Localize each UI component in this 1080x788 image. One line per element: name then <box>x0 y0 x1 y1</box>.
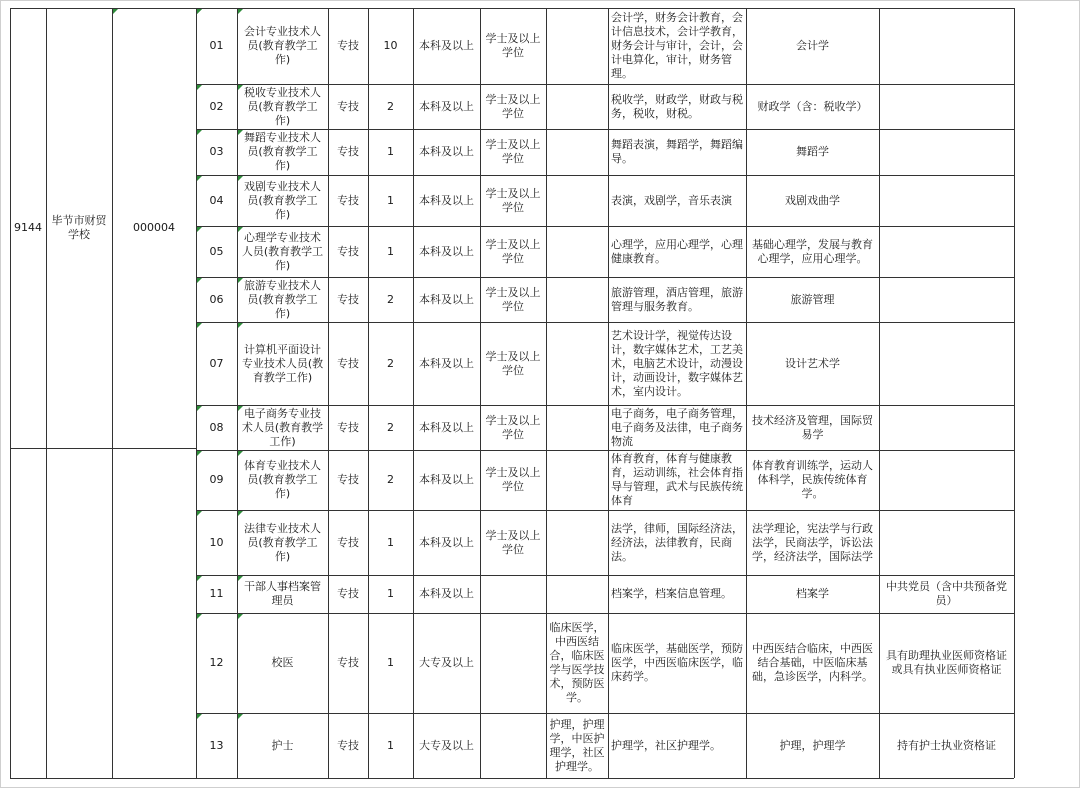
cell-count: 2 <box>387 420 394 434</box>
grid-hline <box>196 450 1014 451</box>
cell-major-yjs: 中西医结合临床，中西医结合基础，中医临床基础，急诊医学，内科学。 <box>752 642 873 683</box>
cell-count: 10 <box>383 39 398 52</box>
cell-title: 电子商务专业技术人员(教育教学工作) <box>241 406 324 448</box>
cell-major-yjs: 技术经济及管理，国际贸易学 <box>752 413 873 441</box>
grid-vline <box>328 8 329 778</box>
cell-marker <box>238 576 243 581</box>
grid-vline <box>237 8 238 778</box>
school-name: 毕节市财贸学校 <box>51 214 107 241</box>
cell-major-bk: 临床医学，基础医学，预防医学，中西医临床医学，临床药学。 <box>611 642 743 683</box>
cell-type: 专技 <box>337 738 359 752</box>
cell-degree <box>480 575 546 613</box>
cell-major-bk: 档案学，档案信息管理。 <box>611 587 732 600</box>
cell-title: 戏剧专业技术人员(教育教学工作) <box>244 179 321 221</box>
grid-vline <box>196 8 197 778</box>
cell-count: 1 <box>387 145 394 158</box>
cell-count: 1 <box>387 193 394 207</box>
grid-hline <box>10 448 196 449</box>
grid-hline <box>196 510 1014 511</box>
cell-degree: 学士及以上学位 <box>485 528 541 556</box>
grid-vline <box>10 8 11 778</box>
grid-hline <box>196 405 1014 406</box>
grid-hline <box>10 8 196 9</box>
cell-count: 1 <box>387 656 394 669</box>
cell-other: 持有护士执业资格证 <box>897 738 996 752</box>
cell-marker <box>197 406 202 411</box>
cell-major-zk <box>546 322 608 405</box>
cell-major-zk <box>546 129 608 175</box>
cell-no: 05 <box>209 244 224 258</box>
grid-hline <box>196 613 1014 614</box>
cell-no: 13 <box>209 738 224 752</box>
cell-marker <box>197 9 202 14</box>
grid-vline <box>480 8 481 778</box>
cell-type: 专技 <box>337 420 359 434</box>
grid-hline <box>196 226 1014 227</box>
cell-degree: 学士及以上学位 <box>485 32 541 59</box>
cell-no: 03 <box>209 145 224 158</box>
cell-title: 干部人事档案管理员 <box>244 580 321 607</box>
cell-major-bk: 税收学，财政学，财政与税务，税收，财税。 <box>611 92 743 120</box>
cell-type: 专技 <box>337 244 359 258</box>
cell-major-yjs: 档案学 <box>796 587 829 600</box>
cell-marker <box>238 130 243 135</box>
cell-major-yjs: 戏剧戏曲学 <box>785 193 840 207</box>
cell-marker <box>238 278 243 283</box>
cell-major-zk <box>546 405 608 450</box>
cell-marker <box>238 9 243 14</box>
grid-hline <box>196 175 1014 176</box>
cell-major-yjs: 会计学 <box>796 39 829 52</box>
cell-type: 专技 <box>337 99 359 113</box>
cell-no: 06 <box>209 292 224 306</box>
cell-type: 专技 <box>337 145 359 158</box>
cell-other: 具有助理执业医师资格证或具有执业医师资格证 <box>886 649 1007 676</box>
cell-title: 税收专业技术人员(教育教学工作) <box>244 85 321 127</box>
cell-major-zk: 临床医学，中西医结合，临床医学与医学技术，预防医学。 <box>549 621 605 704</box>
cell-edu: 本科及以上 <box>419 292 474 306</box>
cell-marker <box>238 511 243 516</box>
cell-major-zk: 护理，护理学，中医护理学，社区护理学。 <box>549 717 605 773</box>
cell-title: 计算机平面设计专业技术人员(教育教学工作) <box>241 342 324 384</box>
cell-major-zk <box>546 277 608 322</box>
cell-marker <box>238 176 243 181</box>
cell-type: 专技 <box>337 535 359 549</box>
cell-other <box>879 450 1014 510</box>
cell-degree: 学士及以上学位 <box>485 349 541 377</box>
cell-other <box>879 510 1014 575</box>
cell-degree: 学士及以上学位 <box>485 92 541 120</box>
grid-hline <box>196 778 1014 779</box>
cell-marker <box>238 714 243 719</box>
cell-no: 07 <box>209 356 224 370</box>
cell-no: 01 <box>209 39 224 52</box>
grid-vline <box>546 8 547 778</box>
cell-count: 2 <box>387 99 394 113</box>
cell-marker <box>238 451 243 456</box>
cell-other <box>879 405 1014 450</box>
cell-edu: 本科及以上 <box>419 39 474 52</box>
cell-edu: 本科及以上 <box>419 356 474 370</box>
cell-major-bk: 护理学，社区护理学。 <box>611 738 721 752</box>
grid-hline <box>196 277 1014 278</box>
cell-major-zk <box>546 510 608 575</box>
cell-other <box>879 129 1014 175</box>
cell-major-yjs: 设计艺术学 <box>785 356 840 370</box>
cell-degree: 学士及以上学位 <box>485 138 541 165</box>
cell-marker <box>197 451 202 456</box>
grid-hline <box>196 713 1014 714</box>
cell-major-zk <box>546 226 608 277</box>
cell-no: 02 <box>209 99 224 113</box>
cell-no: 09 <box>209 473 224 486</box>
cell-title: 舞蹈专业技术人员(教育教学工作) <box>244 131 321 172</box>
cell-major-bk: 心理学，应用心理学，心理健康教育。 <box>611 237 743 265</box>
cell-marker <box>197 714 202 719</box>
cell-marker <box>238 406 243 411</box>
cell-no: 10 <box>209 535 224 549</box>
cell-other <box>879 8 1014 84</box>
cell-degree: 学士及以上学位 <box>485 186 541 214</box>
cell-major-bk: 法学，律师，国际经济法，经济法，法律教育，民商法。 <box>611 521 743 563</box>
cell-degree <box>480 613 546 713</box>
cell-degree: 学士及以上学位 <box>485 413 541 441</box>
cell-title: 旅游专业技术人员(教育教学工作) <box>244 278 321 320</box>
cell-marker <box>197 176 202 181</box>
cell-title: 法律专业技术人员(教育教学工作) <box>244 521 321 563</box>
grid-vline <box>879 8 880 778</box>
cell-major-zk <box>546 450 608 510</box>
cell-degree: 学士及以上学位 <box>485 237 541 265</box>
cell-degree: 学士及以上学位 <box>485 466 541 493</box>
cell-marker <box>197 227 202 232</box>
cell-count: 1 <box>387 738 394 752</box>
grid-vline <box>746 8 747 778</box>
cell-type: 专技 <box>337 39 359 52</box>
cell-marker <box>197 278 202 283</box>
cell-edu: 本科及以上 <box>419 535 474 549</box>
cell-count: 2 <box>387 292 394 306</box>
cell-type: 专技 <box>337 193 359 207</box>
cell-marker <box>197 614 202 619</box>
cell-major-zk <box>546 8 608 84</box>
cell-major-yjs: 舞蹈学 <box>796 145 829 158</box>
cell-major-bk: 体育教育，体育与健康教育，运动训练，社会体育指导与管理，武术与民族传统体育 <box>611 452 743 507</box>
cell-type: 专技 <box>337 473 359 486</box>
cell-title: 心理学专业技术人员(教育教学工作) <box>241 230 324 272</box>
cell-marker <box>197 511 202 516</box>
cell-major-bk: 表演，戏剧学，音乐表演 <box>611 193 732 207</box>
cell-type: 专技 <box>337 587 359 600</box>
cell-marker <box>238 323 243 328</box>
cell-no: 04 <box>209 193 224 207</box>
cell-marker <box>238 85 243 90</box>
cell-other <box>879 226 1014 277</box>
cell-marker <box>238 614 243 619</box>
cell-type: 专技 <box>337 656 359 669</box>
cell-marker <box>238 227 243 232</box>
grid-vline <box>112 8 113 778</box>
cell-marker <box>197 576 202 581</box>
cell-type: 专技 <box>337 292 359 306</box>
cell-marker <box>113 9 118 14</box>
cell-marker <box>197 85 202 90</box>
cell-edu: 本科及以上 <box>419 473 474 486</box>
cell-edu: 本科及以上 <box>419 145 474 158</box>
cell-major-yjs: 体育教育训练学，运动人体科学，民族传统体育学。 <box>752 459 873 500</box>
grid-hline <box>196 129 1014 130</box>
grid-vline <box>368 8 369 778</box>
cell-major-zk <box>546 175 608 226</box>
cell-count: 2 <box>387 356 394 370</box>
cell-degree: 学士及以上学位 <box>485 285 541 313</box>
cell-title: 校医 <box>271 656 294 669</box>
grid-vline <box>46 8 47 778</box>
cell-major-yjs: 法学理论，宪法学与行政法学，民商法学，诉讼法学，经济法学，国际法学 <box>752 521 873 563</box>
cell-edu: 本科及以上 <box>419 420 474 434</box>
cell-title: 体育专业技术人员(教育教学工作) <box>244 459 321 500</box>
cell-edu: 大专及以上 <box>419 656 474 669</box>
cell-major-bk: 舞蹈表演，舞蹈学，舞蹈编导。 <box>611 138 743 165</box>
cell-count: 1 <box>387 244 394 258</box>
cell-degree <box>480 713 546 778</box>
cell-no: 12 <box>209 656 224 669</box>
cell-marker <box>197 323 202 328</box>
cell-major-yjs: 护理，护理学 <box>779 738 846 752</box>
cell-major-zk <box>546 575 608 613</box>
cell-count: 1 <box>387 535 394 549</box>
cell-other: 中共党员（含中共预备党员） <box>886 580 1007 607</box>
grid-hline <box>196 84 1014 85</box>
grid-hline <box>196 575 1014 576</box>
cell-edu: 本科及以上 <box>419 587 474 600</box>
cell-no: 11 <box>209 587 224 600</box>
cell-major-zk <box>546 84 608 129</box>
cell-major-yjs: 旅游管理 <box>790 292 835 306</box>
cell-other <box>879 175 1014 226</box>
cell-no: 08 <box>209 420 224 434</box>
grid-vline <box>608 8 609 778</box>
grid-vline <box>1014 8 1015 778</box>
cell-major-yjs: 基础心理学，发展与教育心理学，应用心理学。 <box>752 237 873 265</box>
cell-other <box>879 84 1014 129</box>
cell-count: 2 <box>387 473 394 486</box>
grid-vline <box>413 8 414 778</box>
cell-marker <box>197 130 202 135</box>
cell-type: 专技 <box>337 356 359 370</box>
cell-major-bk: 艺术设计学，视觉传达设计，数字媒体艺术，工艺美术，电脑艺术设计，动漫设计，动画设计，数字媒体艺术，室内设计。 <box>611 328 743 398</box>
cell-major-yjs: 财政学（含：税收学） <box>757 99 868 113</box>
cell-major-bk: 会计学，财务会计教育，会计信息技术，会计学教育，财务会计与审计，会计，会计电算化，审计，财务管理。 <box>611 11 743 80</box>
cell-count: 1 <box>387 587 394 600</box>
cell-major-bk: 电子商务，电子商务管理，电子商务及法律，电子商务物流 <box>611 406 743 448</box>
grid-hline <box>196 8 1014 9</box>
grid-hline <box>196 322 1014 323</box>
cell-other <box>879 322 1014 405</box>
cell-title: 护士 <box>271 738 294 752</box>
cell-edu: 本科及以上 <box>419 193 474 207</box>
cell-edu: 本科及以上 <box>419 244 474 258</box>
cell-edu: 本科及以上 <box>419 99 474 113</box>
position-id: 9144 <box>14 221 42 234</box>
cell-title: 会计专业技术人员(教育教学工作) <box>244 25 321 66</box>
cell-edu: 大专及以上 <box>419 738 474 752</box>
cell-major-bk: 旅游管理，酒店管理，旅游管理与服务教育。 <box>611 285 743 313</box>
unit-code: 000004 <box>133 221 175 234</box>
grid-hline <box>10 778 196 779</box>
cell-other <box>879 277 1014 322</box>
